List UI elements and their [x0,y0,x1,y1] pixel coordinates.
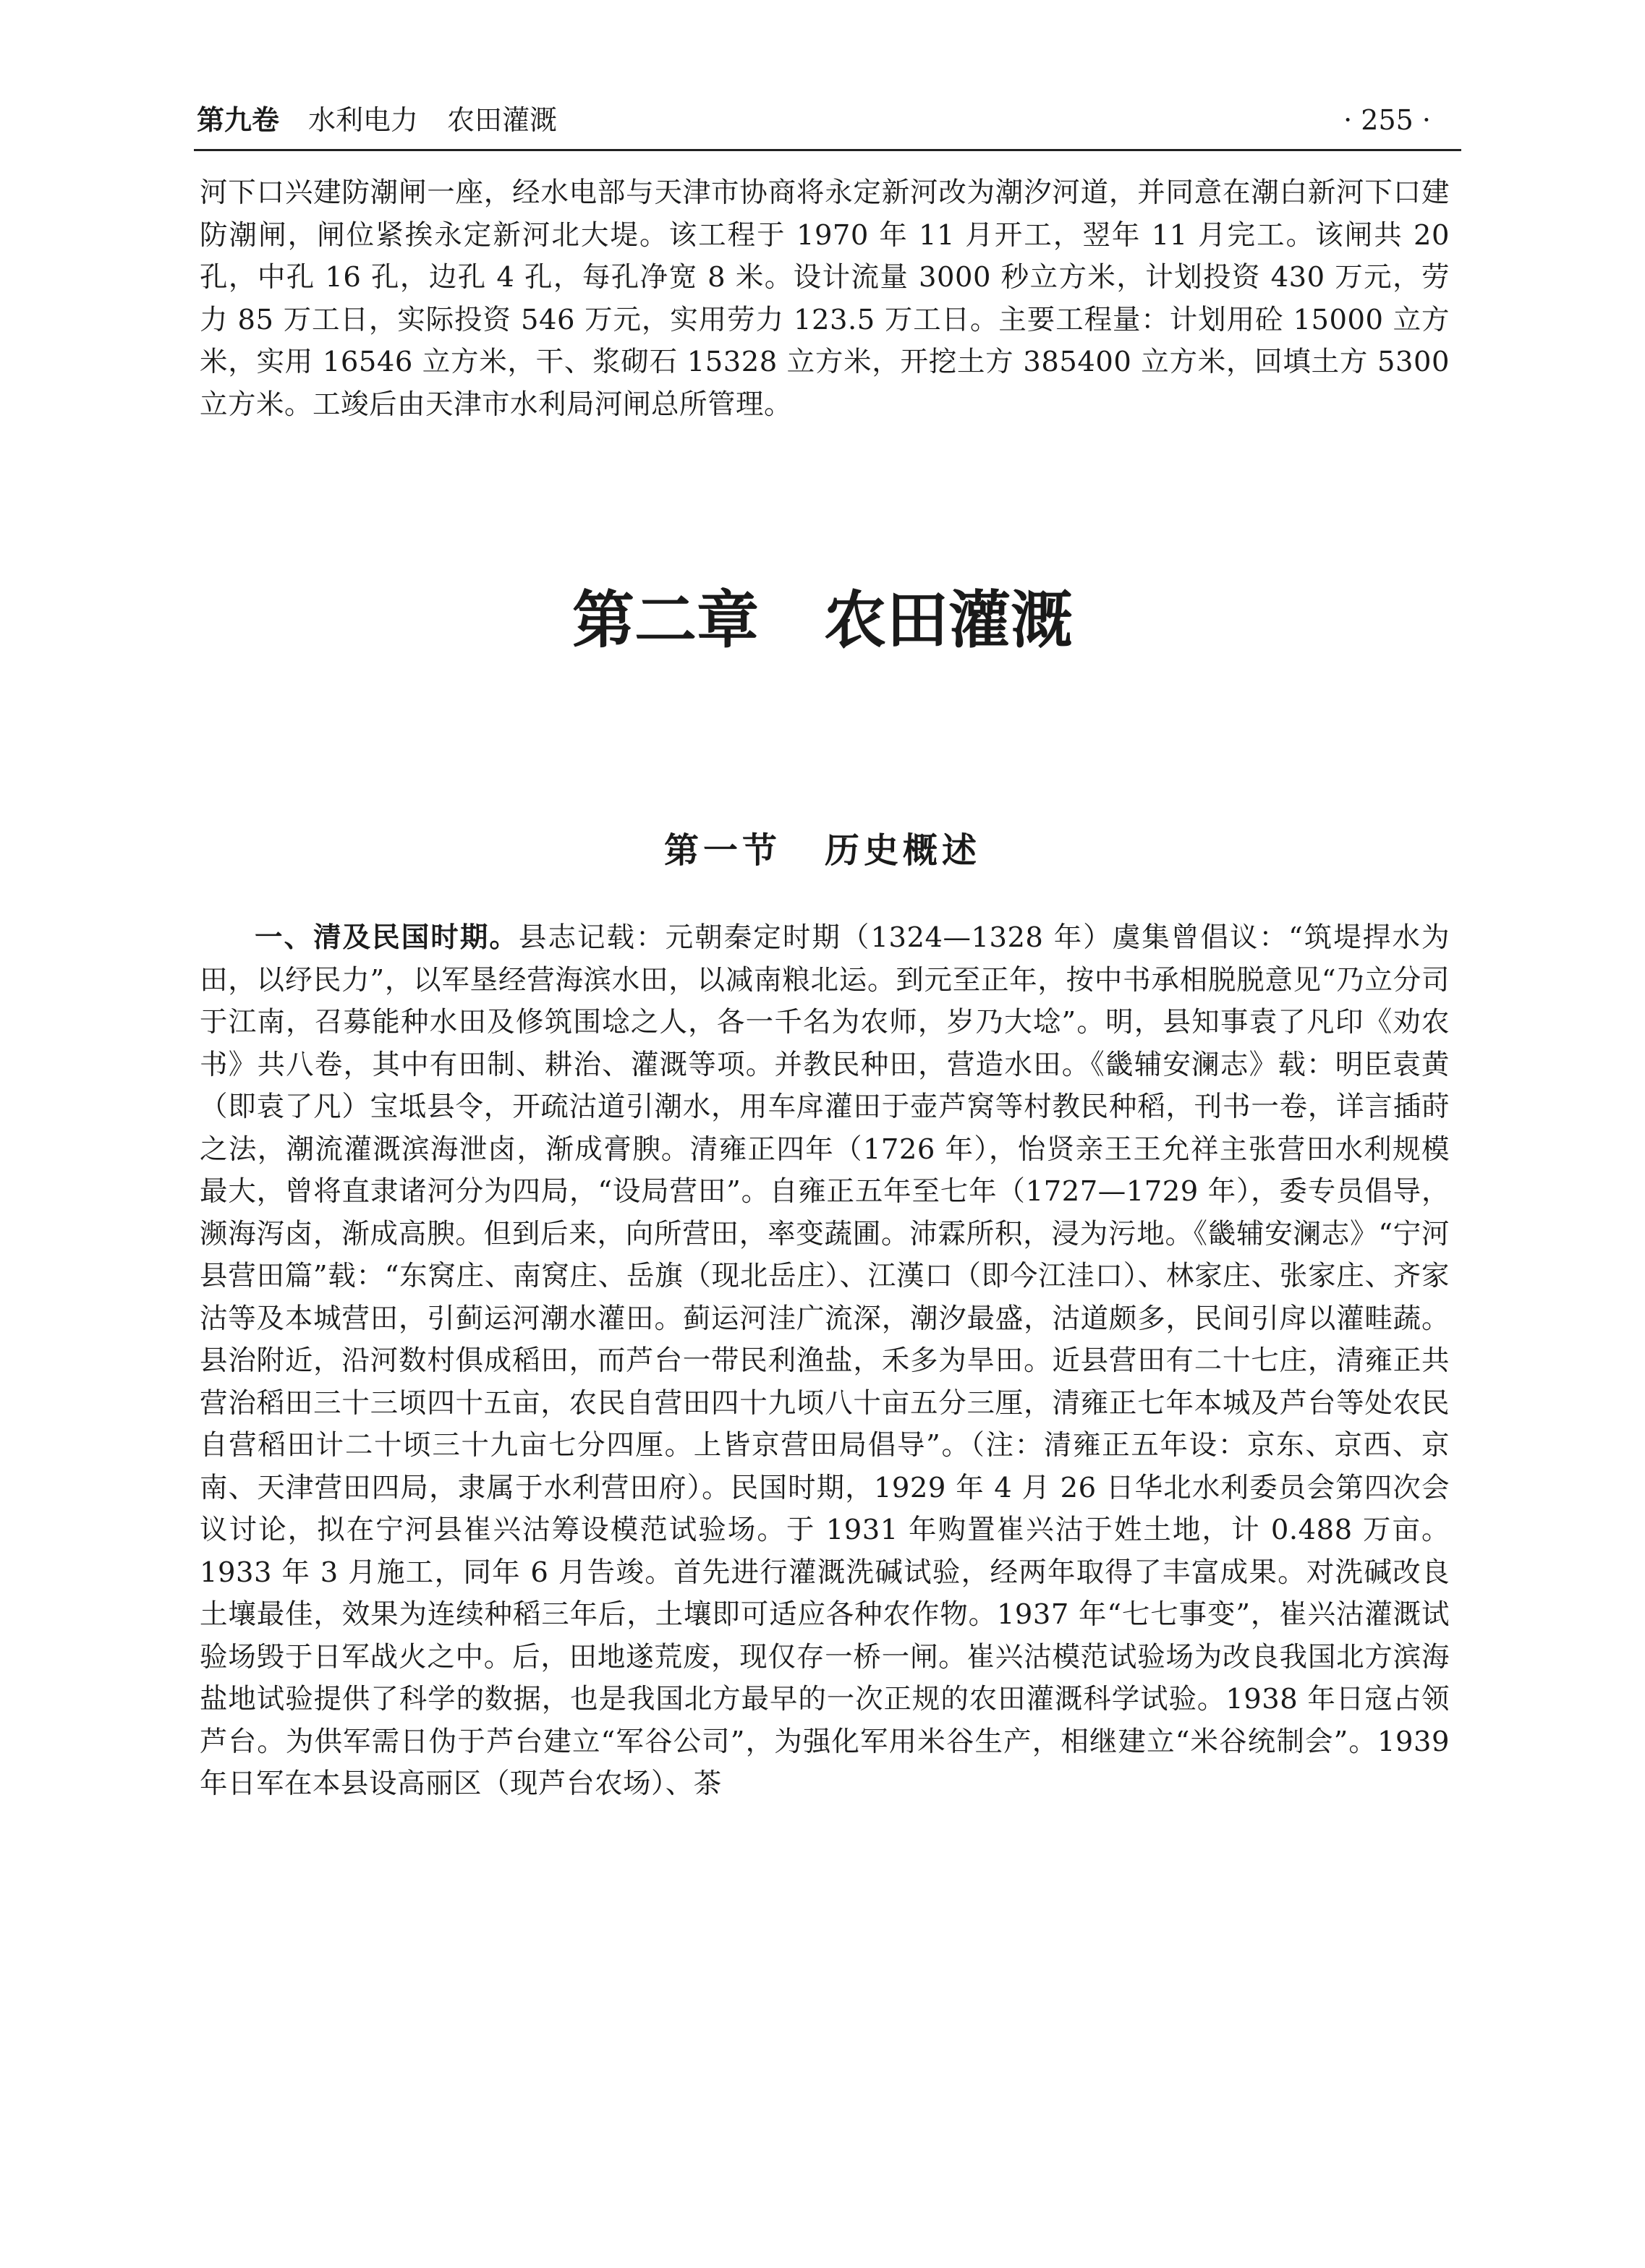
paragraph-text: 县志记载：元朝秦定时期（1324—1328 年）虞集曾倡议：“筑堤捍水为田，以纾民力”，以军垦经营海滨水田，以减南粮北运。到元至正年，按中书承相脱脱意见“乃立分司于江南，召募能种水田及修筑围埝之人，各一千名为农师，岁乃大埝”。明，县知事袁了凡印《劝农书》共八卷，其中有田制、耕治、灌溉等项。并教民种田，营造水田。《畿辅安澜志》载：明臣袁黄（即袁了凡）宝坻县令，开疏沽道引潮水，用车戽灌田于壶芦窝等村教民种稻，刊书一卷，详言插莳之法，潮流灌溉滨海泄卤，渐成膏腴。清雍正四年（1726 年），怡贤亲王王允祥主张营田水利规模最大，曾将直隶诸河分为四局，“设局营田”。自雍正五年至七年（1727—1729 年），委专员倡导，濒海泻卤，渐成高腴。但到后来，向所营田，率变蔬圃。沛霖所积，浸为污地。《畿辅安澜志》“宁河县营田篇”载：“东窝庄、南窝庄、岳旗（现北岳庄）、江漢口（即今江洼口）、林家庄、张家庄、齐家沽等及本城营田，引蓟运河潮水灌田。蓟运河洼广流深，潮汐最盛，沽道颇多，民间引戽以灌畦蔬。县治附近，沿河数村俱成稻田，而芦台一带民利渔盐，禾多为旱田。近县营田有二十七庄，清雍正共营治稻田三十三顷四十五亩，农民自营田四十九顷八十亩五分三厘，清雍正七年本城及芦台等处农民自营稻田计二十顷三十九亩七分四厘。上皆京营田局倡导”。（注：清雍正五年设：京东、京西、京南、天津营田四局，隶属于水利营田府）。民国时期，1929 年 4 月 26 日华北水利委员会第四次会议讨论，拟在宁河县崔兴沽筹设模范试验场。于 1931 年购置崔兴沽于姓土地，计 0.488 万亩。1933 年 3 月施工，同年 6 月告竣。首先进行灌溉洗碱试验，经两年取得了丰富成果。对洗碱改良土壤最佳，效果为连续种稻三年后，土壤即可适应各种农作物。1937 年“七七事变”，崔兴沽灌溉试验场毁于日军战火之中。后，田地遂荒废，现仅存一桥一闸。崔兴沽模范试验场为改良我国北方滨海盐地试验提供了科学的数据，也是我国北方最早的一次正规的农田灌溉科学试验。1938 年日寇占领芦台。为供军需日伪于芦台建立“军谷公司”，为强化军用米谷生产，相继建立“米谷统制会”。1939 年日军在本县设高丽区（现芦台农场）、茶 [200,921,1450,1800]
section-number: 第一节 [663,830,781,871]
running-header [197,101,1457,139]
section-heading [0,827,1645,874]
chapter-heading [0,584,1645,657]
header-divider [194,149,1461,151]
section-title: 历史概述 [825,830,982,871]
chapter-title: 农田灌溉 [824,584,1073,657]
paragraph-lead: 一、清及民国时期。 [255,921,519,954]
continuation-paragraph: 河下口兴建防潮闸一座，经水电部与天津市协商将永定新河改为潮汐河道，并同意在潮白新河下口建防潮闸，闸位紧挨永定新河北大堤。该工程于 1970 年 11 月开工，翌年 11 月完工。该闸共 20 孔，中孔 16 孔，边孔 4 孔，每孔净宽 8 米。设计流量 3000 秒立方米，计划投资 430 万元，劳力 85 万工日，实际投资 546 万元，实用劳力 123.5 万工日。主要工程量：计划用砼 15000 立方米，实用 16546 立方米，干、浆砌石 15328 立方米，开挖土方 385400 立方米，回填土方 5300 立方米。工竣后由天津市水利局河闸总所管理。 [200,176,1450,421]
section-label: 水利电力 [308,104,419,136]
subsection-label: 农田灌溉 [447,104,558,136]
chapter-number: 第二章 [572,584,759,657]
body-paragraph [200,917,1450,1806]
page-number: · 255 · [1343,104,1431,136]
volume-label: 第九卷 [197,104,280,136]
